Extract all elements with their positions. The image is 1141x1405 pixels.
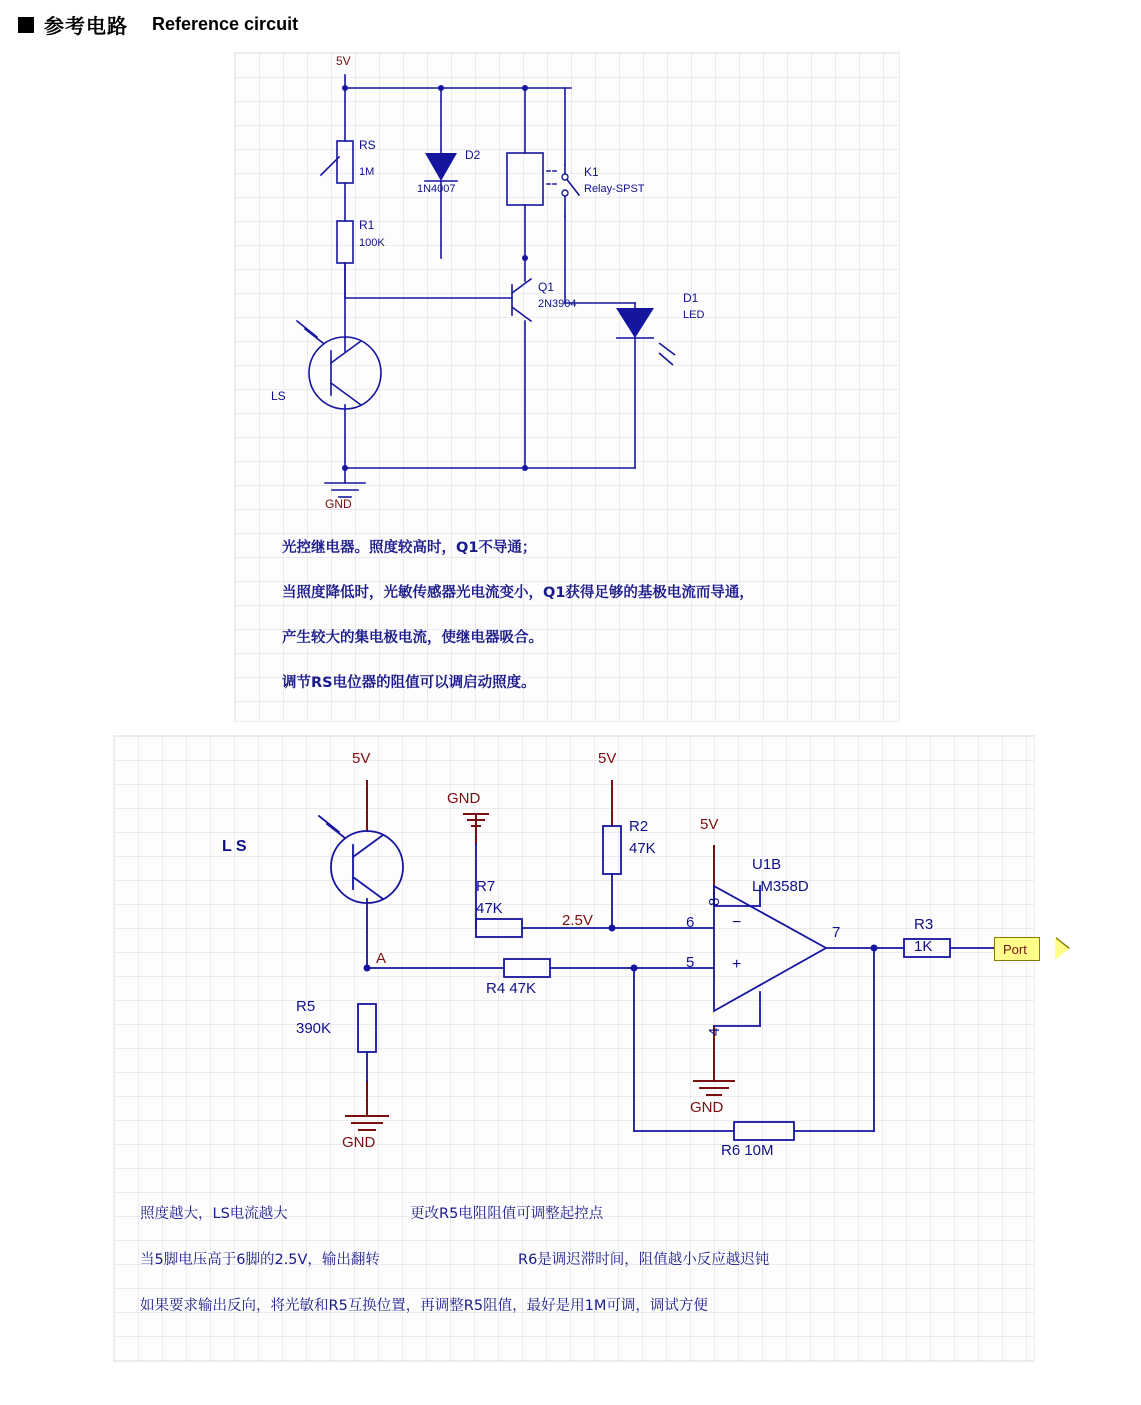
port-label: Port [1003,941,1027,957]
label-r2-ref: R2 [629,818,649,835]
label-pin4: 4 [706,1027,723,1036]
label-opamp-inverting-input: − [732,914,742,931]
note-c1-line3: 产生较大的集电极电流，使继电器吸合。 [282,630,543,646]
label-gnd-c1: GND [325,497,352,511]
label-d1-ref: D1 [683,291,699,305]
label-r1-val: 100K [359,237,385,249]
note-c1-line1: 光控继电器。照度较高时，Q1不导通； [282,540,537,556]
label-vcc-mid-c2: 5V [598,750,617,767]
label-d1-val: LED [683,309,705,321]
note-c2-line3: 如果要求输出反向，将光敏和R5互换位置，再调整R5阻值，最好是用1M可调，调试方便 [140,1298,708,1314]
note-c2-line2-right: R6是调迟滞时间，阻值越小反应越迟钝 [518,1252,770,1268]
page-title-en: Reference circuit [152,14,299,34]
label-gnd-top-c2: GND [447,790,481,807]
label-node-a: A [376,950,387,967]
label-k1-val: Relay-SPST [584,183,645,195]
schematic-1-drawing [235,53,899,721]
note-c1-line2: 当照度降低时，光敏传感器光电流变小，Q1获得足够的基极电流而导通， [282,585,754,601]
label-u1b-val: LM358D [752,878,809,895]
label-r5-ref: R5 [296,998,316,1015]
label-r6: R6 10M [721,1142,774,1159]
label-q1-val: 2N3904 [538,298,577,310]
label-r3-ref: R3 [914,916,934,933]
reference-circuit-2-panel [113,735,1035,1362]
label-q1-ref: Q1 [538,280,555,294]
label-r3-val: 1K [914,938,933,955]
label-k1-ref: K1 [584,165,599,179]
note-c2-line1-left: 照度越大，LS电流越大 [140,1206,288,1222]
label-r1-ref: R1 [359,218,375,232]
label-gnd-left-c2: GND [342,1134,376,1151]
label-gnd-mid-c2: GND [690,1099,724,1116]
label-rs-ref: RS [359,138,376,152]
label-r2-val: 47K [629,840,656,857]
label-vcc-left-c2: 5V [352,750,371,767]
port-flag[interactable] [994,937,1040,961]
label-rs-val: 1M [359,166,375,178]
label-r7-val: 47K [476,900,503,917]
page-title-cn: 参考电路 [44,14,128,38]
label-u1b-ref: U1B [752,856,782,873]
note-c1-line4: 调节RS电位器的阻值可以调启动照度。 [282,675,536,691]
black-square-bullet-icon [18,17,34,33]
label-pin5: 5 [686,954,695,971]
label-pin8: 8 [706,897,723,906]
page-header [18,10,298,39]
reference-circuit-1-panel [234,52,900,722]
label-node-2v5: 2.5V [562,912,593,929]
label-d2-val: 1N4007 [417,183,456,195]
label-pin7: 7 [832,924,841,941]
label-ls-ref-c2: L S [222,838,247,855]
note-c2-line2-left: 当5脚电压高于6脚的2.5V，输出翻转 [140,1252,380,1268]
label-ls-ref-c1: LS [271,389,286,403]
label-r5-val: 390K [296,1020,332,1037]
label-r4: R4 47K [486,980,537,997]
label-d2-ref: D2 [465,148,481,162]
port-flag-arrow [1055,938,1069,960]
label-vcc-c1: 5V [336,54,351,68]
label-pin6: 6 [686,914,695,931]
note-c2-line1-right: 更改R5电阻阻值可调整起控点 [410,1206,604,1222]
label-r7-ref: R7 [476,878,496,895]
label-opamp-noninverting-input: + [732,956,742,973]
label-vcc-right-c2: 5V [700,816,719,833]
